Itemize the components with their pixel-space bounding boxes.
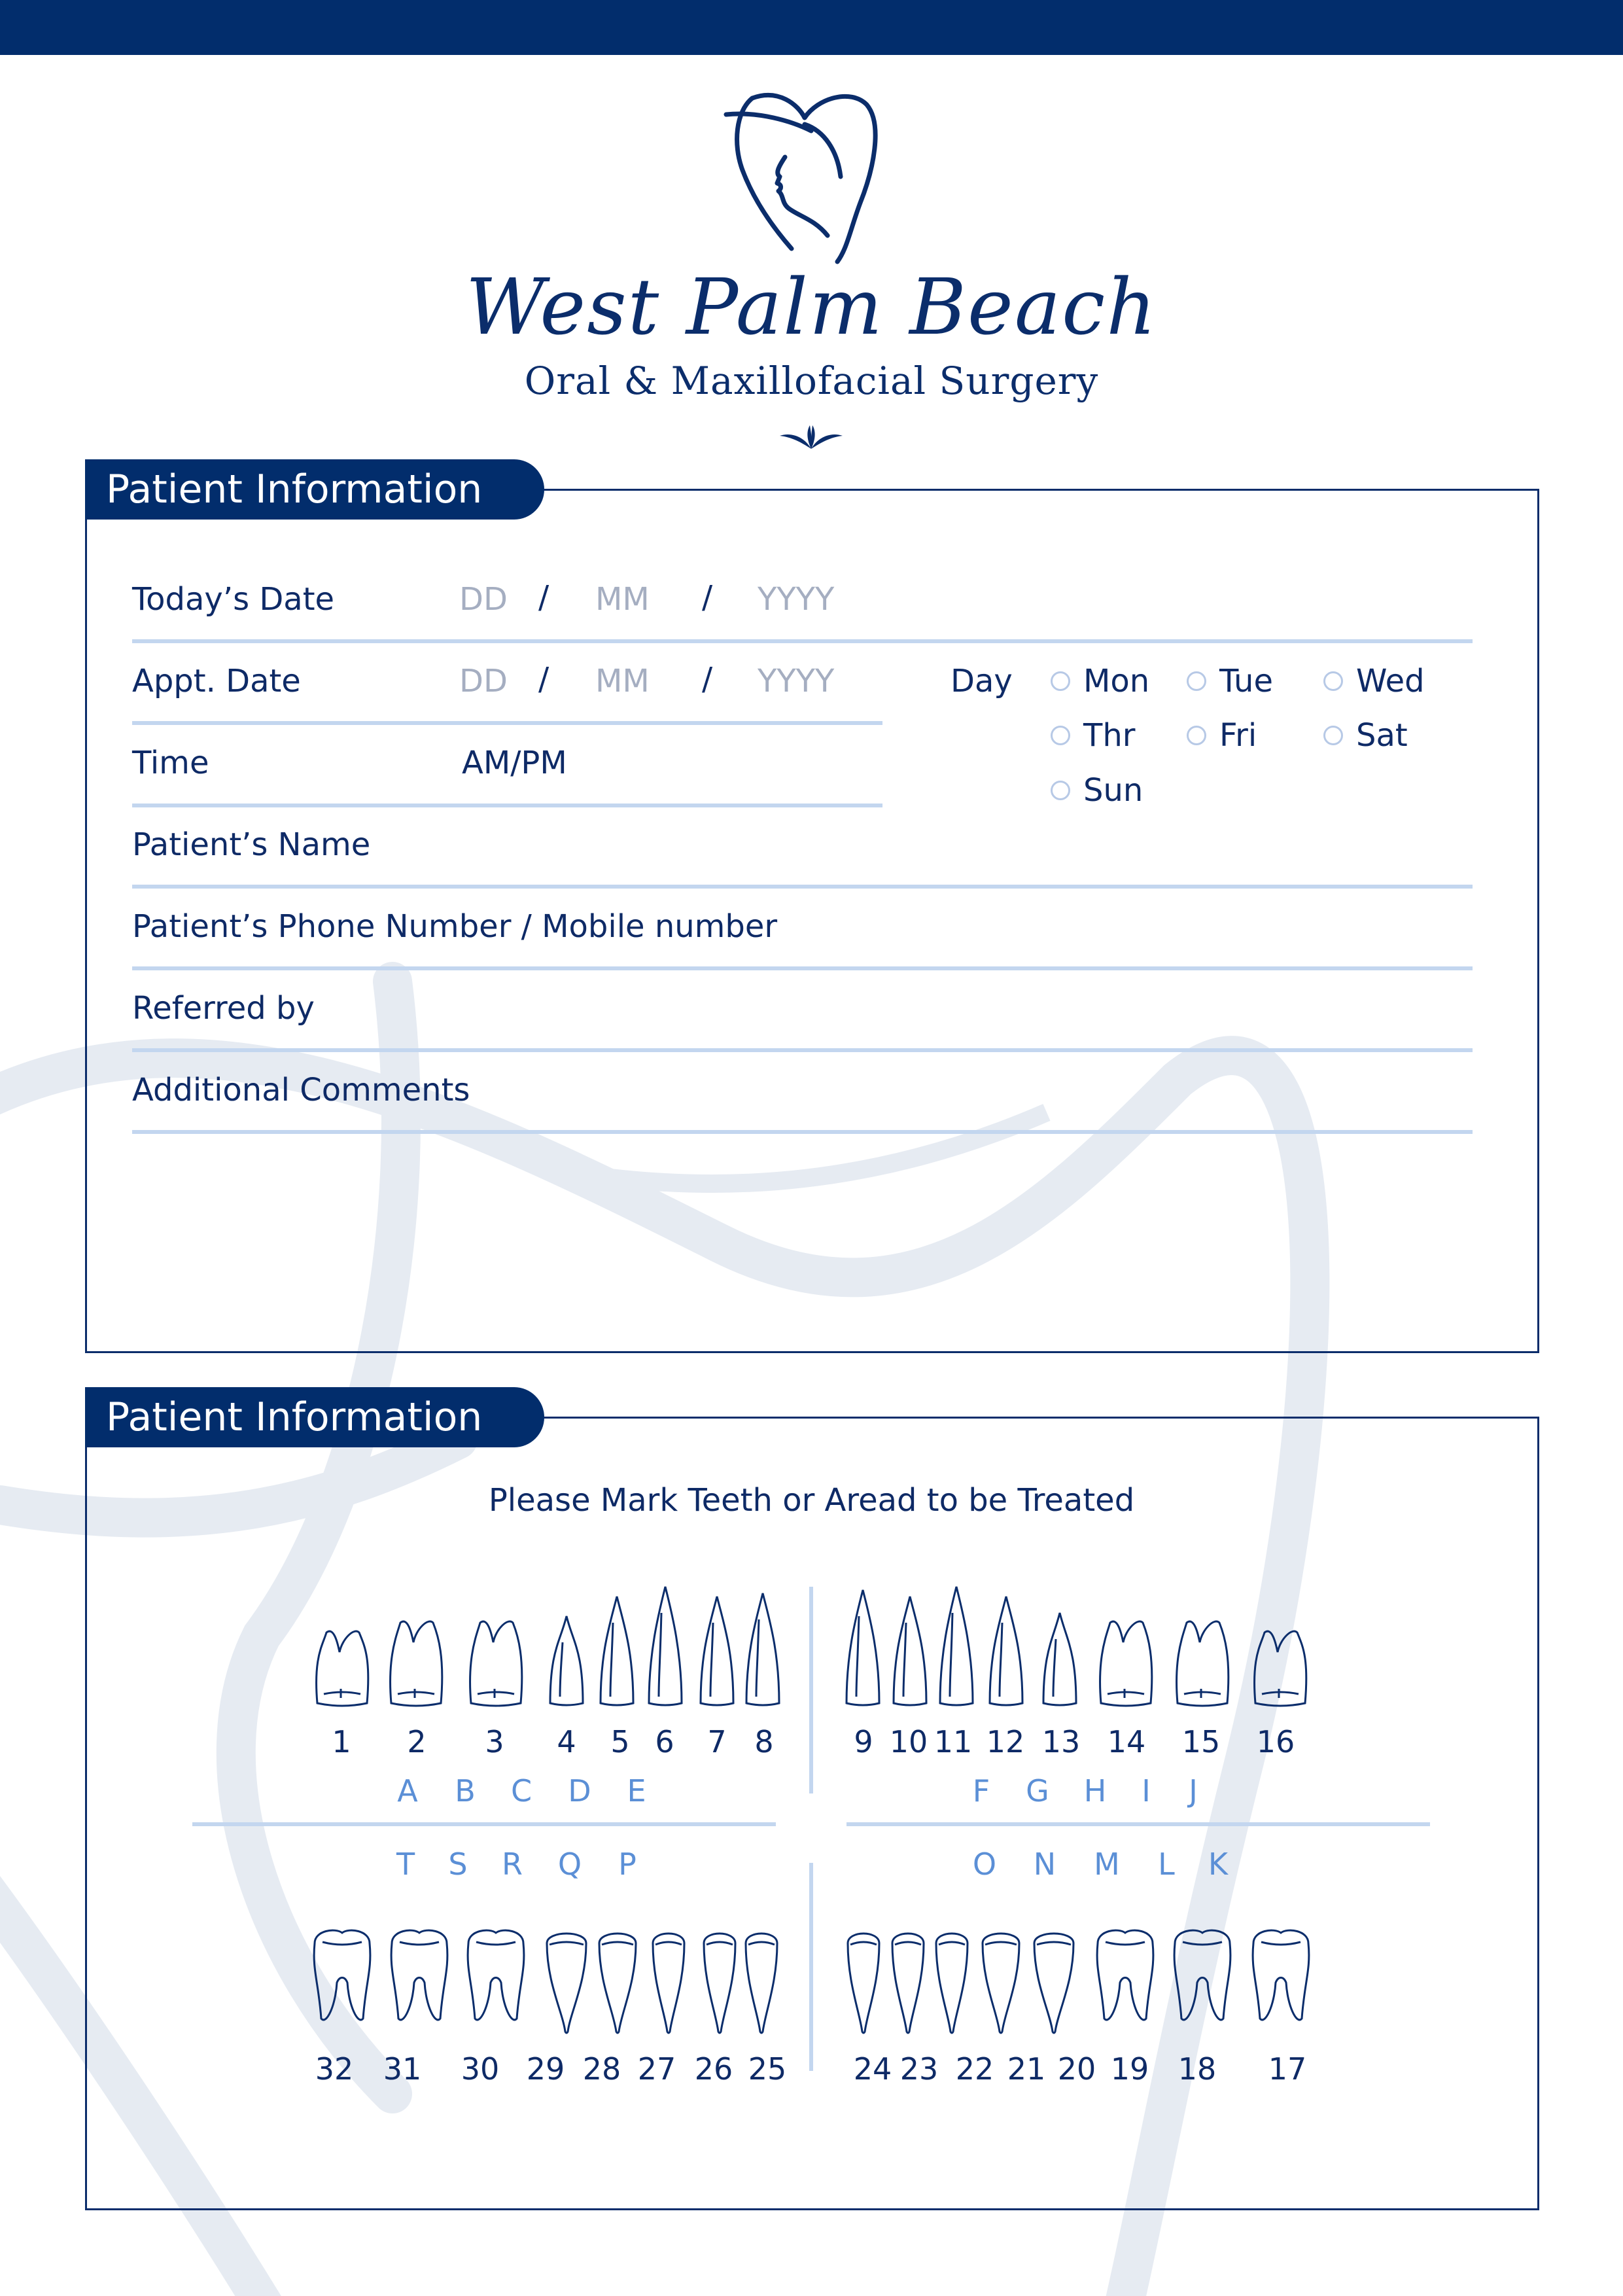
lower-tooth-number: 27: [637, 2051, 676, 2087]
lower-tooth-number: 22: [955, 2051, 994, 2087]
upper-tooth[interactable]: [1043, 1613, 1076, 1705]
upper-tooth[interactable]: [550, 1616, 583, 1705]
day-option-label: Thr: [1083, 717, 1136, 754]
lower-tooth-number: 18: [1178, 2051, 1217, 2087]
day-label: Day: [951, 663, 1013, 699]
lower-tooth[interactable]: [892, 1934, 924, 2033]
upper-tooth[interactable]: [894, 1597, 926, 1705]
lower-tooth[interactable]: [746, 1934, 777, 2033]
upper-tooth-letter: H: [1083, 1773, 1107, 1809]
lower-tooth-letter: M: [1094, 1846, 1120, 1882]
upper-tooth[interactable]: [701, 1597, 733, 1705]
lower-tooth[interactable]: [391, 1930, 447, 2020]
upper-tooth[interactable]: [990, 1597, 1022, 1705]
lower-tooth-letter: N: [1033, 1846, 1056, 1882]
upper-tooth-number: 5: [610, 1724, 630, 1759]
lower-tooth-number: 17: [1268, 2051, 1307, 2087]
upper-tooth[interactable]: [1177, 1621, 1229, 1706]
todays-date-year[interactable]: YYYY: [758, 581, 835, 618]
day-option-label: Mon: [1083, 663, 1150, 699]
day-option-label: Wed: [1356, 663, 1425, 699]
lower-tooth-number: 31: [383, 2051, 422, 2087]
upper-tooth-number: 12: [986, 1724, 1025, 1759]
lower-tooth[interactable]: [468, 1930, 524, 2020]
date-separator: /: [538, 579, 550, 616]
upper-tooth-number: 8: [754, 1724, 774, 1759]
upper-tooth-letter: B: [455, 1773, 476, 1809]
lower-tooth-letter: L: [1158, 1846, 1175, 1882]
upper-tooth[interactable]: [746, 1593, 779, 1705]
upper-tooth-number: 13: [1041, 1724, 1081, 1759]
upper-tooth[interactable]: [391, 1621, 442, 1706]
phone-label: Patient’s Phone Number / Mobile number: [132, 908, 778, 945]
lower-tooth[interactable]: [599, 1934, 636, 2033]
lower-tooth-number: 29: [526, 2051, 565, 2087]
upper-tooth-letter: G: [1026, 1773, 1049, 1809]
lower-tooth-letter: Q: [557, 1846, 582, 1882]
day-option-label: Fri: [1219, 717, 1257, 754]
upper-tooth-letter: C: [510, 1773, 532, 1809]
upper-tooth[interactable]: [317, 1631, 368, 1706]
lower-tooth[interactable]: [1253, 1930, 1309, 2020]
lower-tooth-letter: P: [618, 1846, 637, 1882]
teeth-instruction: Please Mark Teeth or Aread to be Treated: [488, 1482, 1135, 1519]
appt-date-year[interactable]: YYYY: [758, 663, 835, 699]
lower-tooth-number: 24: [853, 2051, 892, 2087]
lower-tooth[interactable]: [704, 1934, 735, 2033]
upper-tooth-number: 9: [854, 1724, 873, 1759]
upper-tooth[interactable]: [601, 1597, 633, 1705]
lower-tooth-letter: R: [502, 1846, 523, 1882]
upper-tooth-number: 1: [332, 1724, 351, 1759]
upper-tooth-number: 7: [707, 1724, 727, 1759]
lower-tooth-number: 32: [315, 2051, 354, 2087]
todays-date-month[interactable]: MM: [595, 581, 650, 618]
comments-label: Additional Comments: [132, 1072, 470, 1108]
lower-tooth-number: 19: [1110, 2051, 1149, 2087]
lower-tooth[interactable]: [983, 1934, 1019, 2033]
day-option-label: Sun: [1083, 772, 1143, 809]
upper-tooth[interactable]: [1100, 1621, 1152, 1706]
upper-tooth-number: 10: [889, 1724, 928, 1759]
upper-tooth[interactable]: [649, 1587, 682, 1705]
lower-tooth[interactable]: [314, 1930, 370, 2020]
lower-tooth-letter: S: [448, 1846, 468, 1882]
upper-tooth-letter: J: [1189, 1773, 1198, 1809]
lower-tooth-number: 23: [899, 2051, 939, 2087]
lower-tooth-number: 20: [1057, 2051, 1096, 2087]
lower-tooth[interactable]: [653, 1934, 684, 2033]
upper-tooth-number: 14: [1107, 1724, 1146, 1759]
upper-tooth[interactable]: [940, 1587, 973, 1705]
todays-date-label: Today’s Date: [132, 581, 335, 618]
lower-tooth-number: 25: [748, 2051, 787, 2087]
upper-tooth-number: 6: [655, 1724, 674, 1759]
lower-tooth-number: 28: [582, 2051, 621, 2087]
upper-tooth[interactable]: [470, 1621, 522, 1706]
referred-label: Referred by: [132, 990, 315, 1027]
upper-tooth-number: 11: [934, 1724, 973, 1759]
day-option-label: Tue: [1219, 663, 1273, 699]
lower-tooth-letter: O: [972, 1846, 997, 1882]
lower-tooth-letter: K: [1208, 1846, 1229, 1882]
upper-tooth-letter: I: [1142, 1773, 1151, 1809]
day-option-label: Sat: [1356, 717, 1408, 754]
lower-tooth-letter: T: [396, 1846, 415, 1882]
upper-tooth-number: 2: [407, 1724, 427, 1759]
date-separator: /: [538, 661, 550, 698]
upper-tooth-number: 16: [1256, 1724, 1295, 1759]
upper-tooth-letter: A: [397, 1773, 418, 1809]
brand-subtitle: Oral & Maxillofacial Surgery: [524, 359, 1099, 403]
upper-tooth-letter: E: [627, 1773, 646, 1809]
date-separator: /: [702, 661, 713, 698]
patient-name-label: Patient’s Name: [132, 826, 371, 863]
upper-tooth-number: 4: [557, 1724, 576, 1759]
upper-tooth-number: 3: [485, 1724, 504, 1759]
lower-tooth-number: 30: [461, 2051, 500, 2087]
appt-date-month[interactable]: MM: [595, 663, 650, 699]
upper-tooth[interactable]: [1255, 1631, 1306, 1706]
lower-tooth[interactable]: [848, 1934, 879, 2033]
upper-tooth-letter: D: [568, 1773, 591, 1809]
lower-tooth[interactable]: [547, 1934, 586, 2033]
date-separator: /: [702, 579, 713, 616]
lower-tooth-number: 21: [1007, 2051, 1046, 2087]
time-label: Time: [132, 745, 209, 781]
lower-tooth[interactable]: [936, 1934, 968, 2033]
brand-title: West Palm Beach: [465, 262, 1158, 352]
time-ampm[interactable]: AM/PM: [462, 745, 567, 781]
upper-tooth-number: 15: [1181, 1724, 1221, 1759]
lower-tooth[interactable]: [1174, 1930, 1230, 2020]
appt-date-day[interactable]: DD: [459, 663, 508, 699]
lower-tooth-number: 26: [694, 2051, 733, 2087]
section-title: Patient Information: [85, 1387, 544, 1447]
lower-tooth[interactable]: [1034, 1934, 1073, 2033]
upper-tooth-letter: F: [972, 1773, 990, 1809]
upper-tooth[interactable]: [846, 1590, 879, 1705]
lower-tooth[interactable]: [1097, 1930, 1153, 2020]
appt-date-label: Appt. Date: [132, 663, 301, 699]
todays-date-day[interactable]: DD: [459, 581, 508, 618]
section-title: Patient Information: [85, 459, 544, 520]
